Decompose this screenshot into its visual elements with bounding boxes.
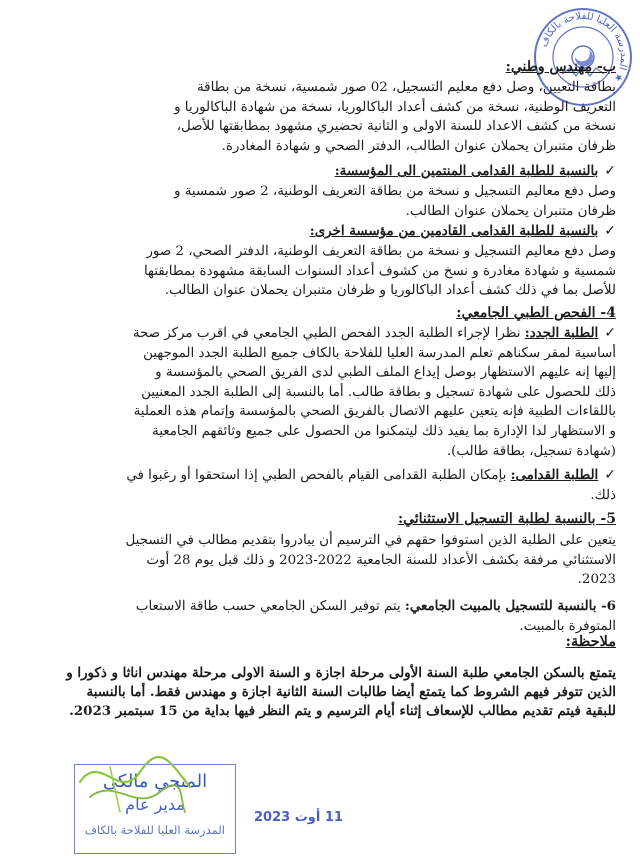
text-line [16, 466, 616, 486]
section-4-heading: 4- الفحص الطبي الجامعي: [456, 305, 616, 321]
text-line: إليها إنه عليهم الاستظهار بوصل إيداع الملف الطبي لدى الفريق الصحي بالمؤسسة و [155, 365, 616, 381]
section-b-heading: ب- مهندس وطني: [505, 59, 616, 75]
section-5-heading: 5- بالنسبة لطلبة التسجيل الاستثنائي: [397, 511, 616, 527]
text-line: التعريف الوطنية، نسخة من كشف أعداد الباكالوريا، نسخة من شهادة الباكالوريا و [174, 99, 616, 115]
text-line: يتمتع بالسكن الجامعي طلبة السنة الأولى مرحلة اجازة و السنة الاولى مرحلة مهندس اناثا و ذكورا و [66, 665, 616, 681]
text-line: بطاقة التعيين، وصل دفع معليم التسجيل، 02 صور شمسية، نسخة من بطاقة [197, 80, 616, 95]
text-line [16, 597, 616, 617]
section-6-body [16, 597, 616, 636]
document-date: 11 أوت 2023 [254, 810, 343, 825]
new-students-label: الطلبة الجدد: [524, 325, 599, 341]
text-line: نسخة من كشف الاعداد للسنة الاولى و الثانية تحضيري مشهود بمطابقتها للأصل، [176, 119, 616, 135]
section-4-old-body [16, 466, 616, 505]
stamp-name: المنجي مالكي [102, 771, 208, 792]
director-stamp [74, 764, 236, 854]
stamp-title: مدير عام [125, 795, 185, 814]
stamp-institution: المدرسة العليا للفلاحة بالكاف [85, 823, 225, 837]
text-line: الذين تتوفر فيهم الشروط كما يتمتع أيضا طالبات السنة الثانية اجازة و مهندس فقط. أما بالنسبة [86, 684, 616, 700]
section-6-heading: 6- بالنسبة للتسجيل بالمبيت الجامعي: [404, 598, 616, 614]
text-line: المتوفرة بالمبيت. [519, 618, 616, 634]
returning-heading: بالنسبة للطلبة القدامى المنتمين الى المؤسسة: [334, 163, 599, 179]
text-line: وصل دفع معاليم التسجيل و نسخة من بطاقة التعريف الوطنية، الدفتر الصحي، 2 صور [146, 244, 616, 259]
transfer-body [16, 242, 616, 301]
section-4-new-body [16, 324, 616, 461]
checkmark-icon: ✓ [604, 163, 616, 179]
text-span: يتم توفير السكن الجامعي حسب طاقة الاستعاب [135, 599, 401, 614]
checkmark-icon: ✓ [604, 467, 616, 483]
checkmark-icon: ✓ [604, 223, 616, 239]
note-body [16, 664, 616, 721]
returning-body [16, 182, 616, 221]
note-heading: ملاحظة: [565, 633, 616, 650]
transfer-heading-row [310, 222, 616, 242]
old-students-label: الطلبة القدامى: [510, 467, 599, 483]
text-line: باللقاءات الطبية فإنه يتعين عليهم الاتصال بالفريق الصحي بالمؤسسة وإتمام هذه العملية [133, 404, 616, 420]
text-line: للأصل بما في ذلك كشف أعداد الباكالوريا و ظرفان متنبران يحملان عنوان الطالب. [164, 283, 616, 299]
text-line: ذلك. [590, 487, 616, 503]
text-line: وصل دفع معاليم التسجيل و نسخة من بطاقة التعريف الوطنية، 2 صور شمسية و [174, 184, 616, 199]
text-line: ظرفان متنبران يحملان عنوان الطالب، الدفتر الصحي و شهادة المغادرة. [221, 138, 616, 154]
text-line: شمسية و شهادة مغادرة و نسخ من كشوف أعداد السنوات السابقة مشهودة بمطابقتها [143, 263, 616, 279]
returning-heading-row [335, 162, 616, 182]
text-line: أساسية لمقر سكناهم تعلم المدرسة العليا للفلاحة بالكاف جميع الطلبة الجدد الموجهين [143, 345, 616, 361]
text-line: 2023. [577, 572, 616, 588]
section-b-body [16, 78, 616, 156]
text-line: ذلك للحصول على شهادة تسجيل و بطاقة طالب. أما بالنسبة إلى الطلبة الجدد المعنيين [141, 384, 616, 400]
text-line [16, 324, 616, 344]
text-line: ظرفان متنبران يحملان عنوان الطالب. [405, 203, 616, 219]
text-line: و الاستظهار لدا الإدارة بما يفيد ذلك ليتمكنوا من الحصول على جميع وثائقهم الجامعية [152, 423, 616, 439]
section-5-body [16, 531, 616, 590]
checkmark-icon: ✓ [604, 325, 616, 341]
transfer-heading: بالنسبة للطلبة القدامى القادمين من مؤسسة اخرى: [309, 223, 599, 239]
text-line: يتعين على الطلبة الذين استوفوا حقهم في الترسيم أن يبادروا بتقديم مطالب في التسجيل [125, 533, 616, 548]
text-span: بإمكان الطلبة القدامى القيام بالفحص الطبي إذا استحقوا أو رغبوا في [126, 468, 507, 483]
text-span: نظرا لإجراء الطلبة الجدد الفحص الطبي الجامعي في اقرب مركز صحة [132, 326, 521, 341]
text-line: الاستثنائي مرفقة بكشف الأعداد للسنة الجامعية 2022-2023 و ذلك قبل يوم 28 أوت [146, 552, 616, 568]
text-line: (شهادة تسجيل، بطاقة طالب). [446, 443, 616, 459]
text-line: للبقية فيتم تقديم مطالب للإسعاف إثناء أيام الترسيم و يتم النظر فيها بداية من 15 سبتمبر 2023. [69, 703, 616, 719]
svg-text:المدرسة العليا للفلاحة بالكاف: المدرسة العليا للفلاحة بالكاف ★ [538, 10, 630, 84]
